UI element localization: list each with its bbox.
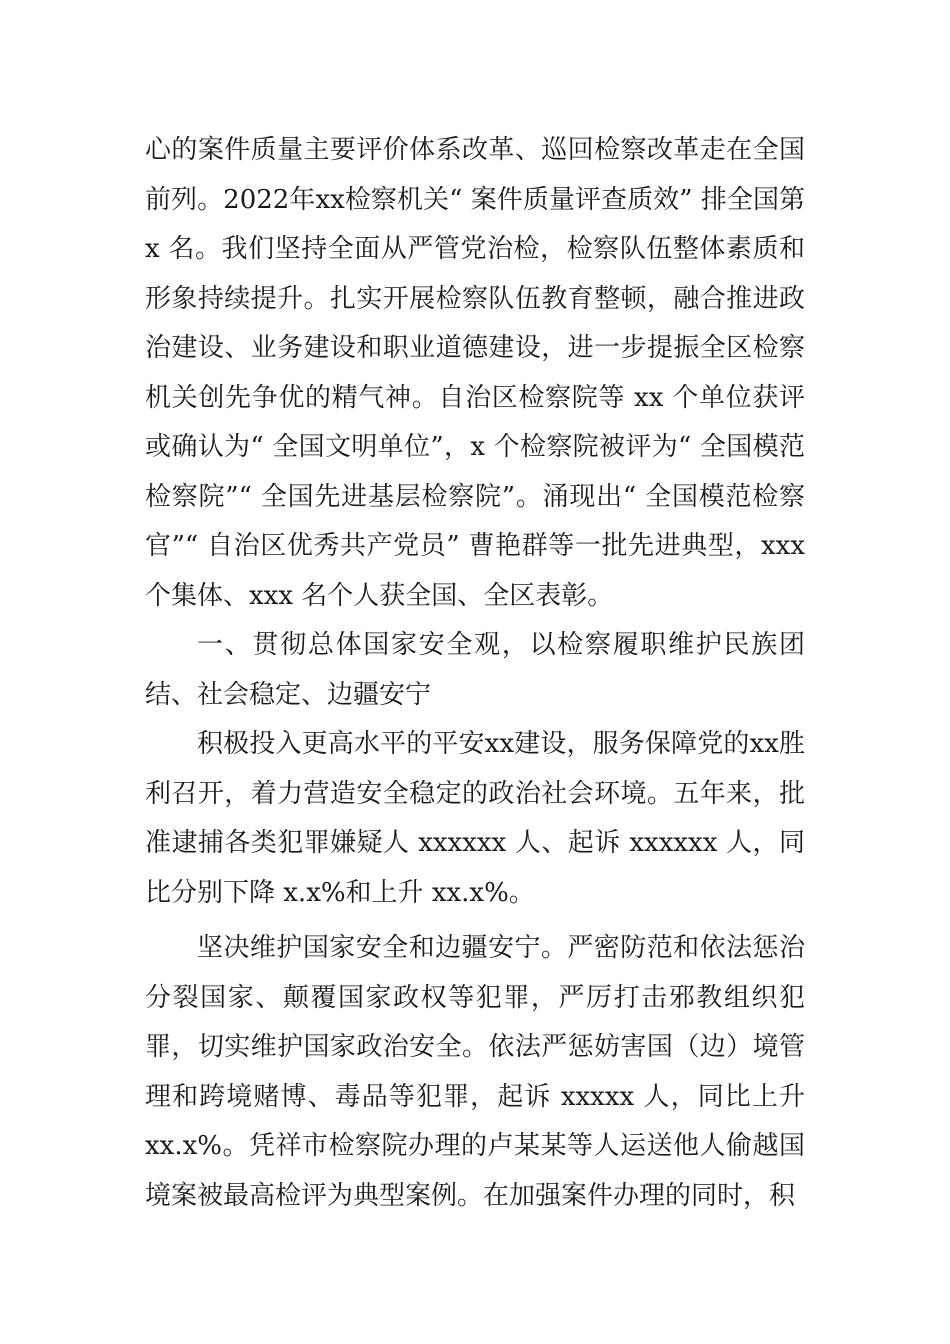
paragraph-continuation: 心的案件质量主要评价体系改革、巡回检察改革走在全国前列。2022年xx检察机关“ 案件质量评查质效” 排全国第 x 名。我们坚持全面从严管党治检，检察队伍整体素质和形象持续提升。扎实开展检察队伍教育整顿，融合推进政治建设、业务建设和职业道德建设，进一步提振全区检察机关创先争优的精气神。自治区检察院等 xx 个单位获评或确认为“ 全国文明单位”，x 个检察院被评为“ 全国模范检察院”“ 全国先进基层检察院”。涌现出“ 全国模范检察官”“ 自治区优秀共产党员” 曹艳群等一批先进典型，xxx 个集体、xxx 名个人获全国、全区表彰。 — [145, 135, 805, 611]
paragraph-public-safety: 积极投入更高水平的平安xx建设，服务保障党的xx胜利召开，着力营造安全稳定的政治社会环境。五年来，批准逮捕各类犯罪嫌疑人 xxxxxx 人、起诉 xxxxxx 人，同比分别下降 x.x%和上升 xx.x%。 — [145, 729, 805, 908]
section-heading: 一、贯彻总体国家安全观，以检察履职维护民族团结、社会稳定、边疆安宁 — [145, 630, 805, 710]
document-body — [145, 126, 805, 1221]
paragraph-national-security: 坚决维护国家安全和边疆安宁。严密防范和依法惩治分裂国家、颠覆国家政权等犯罪，严厉打击邪教组织犯罪，切实维护国家政治安全。依法严惩妨害国（边）境管理和跨境赌博、毒品等犯罪，起诉 xxxxx 人，同比上升xx.x%。凭祥市检察院办理的卢某某等人运送他人偷越国境案被最高检评为典型案例。在加强案件办理的同时，积 — [145, 933, 805, 1211]
